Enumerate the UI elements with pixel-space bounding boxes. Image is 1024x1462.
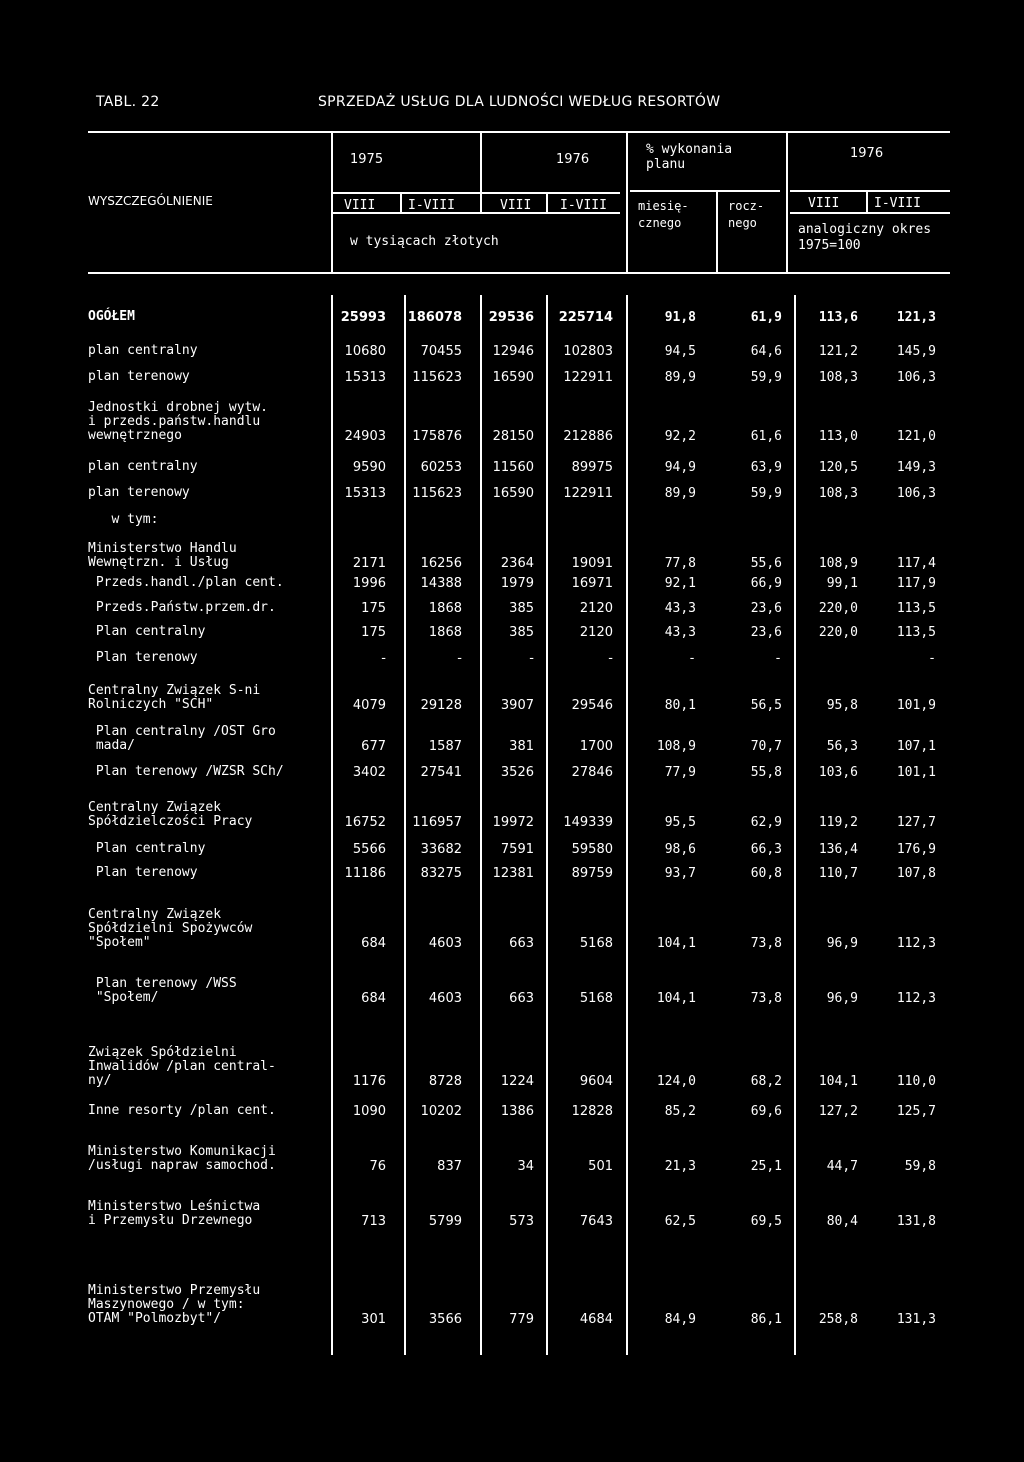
cell-col-4: 16971 [571, 576, 613, 591]
cell-col-1: 684 [361, 936, 386, 951]
cell-col-8: 131,3 [896, 1312, 936, 1327]
cell-col-7: 120,5 [818, 460, 858, 475]
row-label: Plan centralny [88, 624, 206, 639]
vline-8 [866, 192, 868, 212]
cell-col-6: 70,7 [750, 739, 782, 754]
header-unit: w tysiącach złotych [350, 234, 499, 249]
subheader-rule-left [332, 192, 620, 194]
cell-col-5: 108,9 [656, 739, 696, 754]
cell-col-2: 16256 [420, 556, 462, 571]
cell-col-2: 29128 [420, 698, 462, 713]
cell-col-1: 684 [361, 991, 386, 1006]
cell-col-2: 83275 [420, 866, 462, 881]
cell-col-2: 115623 [412, 370, 462, 385]
cell-col-2: 33682 [420, 842, 462, 857]
cell-col-3: 7591 [500, 842, 534, 857]
cell-col-4: 501 [588, 1159, 613, 1174]
row-label: Plan centralny [88, 841, 206, 856]
row-label: Centralny Związek Spółdzielni Spożywców "Społem" [88, 907, 253, 950]
cell-col-8: 107,8 [896, 866, 936, 881]
cell-col-3: 12381 [492, 866, 534, 881]
cell-col-1: 3402 [352, 765, 386, 780]
cell-col-4: 9604 [579, 1074, 613, 1089]
cell-col-1: 5566 [352, 842, 386, 857]
header-1976a: 1976 [556, 152, 590, 167]
cell-col-1: 1176 [352, 1074, 386, 1089]
header-stub: WYSZCZEGÓLNIENIE [88, 194, 213, 208]
cell-col-2: 60253 [420, 460, 462, 475]
cell-col-2: 115623 [412, 486, 462, 501]
vline-1 [331, 133, 333, 273]
cell-col-2: 116957 [412, 815, 462, 830]
cell-col-6: 61,9 [750, 310, 782, 325]
cell-col-6: 64,6 [750, 344, 782, 359]
cell-col-8: 113,5 [896, 601, 936, 616]
cell-col-4: 27846 [571, 765, 613, 780]
cell-col-4: 12828 [571, 1104, 613, 1119]
cell-col-3: 1979 [500, 576, 534, 591]
cell-col-1: - [381, 651, 386, 666]
cell-col-1: 11186 [344, 866, 386, 881]
row-label: Jednostki drobnej wytw. i przeds.państw.handlu wewnętrznego [88, 400, 269, 443]
cell-col-6: 23,6 [750, 601, 782, 616]
row-label: Plan terenowy [88, 865, 198, 880]
cell-col-7: 56,3 [826, 739, 858, 754]
cell-col-3: 12946 [492, 344, 534, 359]
cell-col-3: 385 [509, 601, 534, 616]
cell-col-8: 112,3 [896, 991, 936, 1006]
cell-col-3: 16590 [492, 370, 534, 385]
cell-col-1: 301 [361, 1312, 386, 1327]
cell-col-7: 95,8 [826, 698, 858, 713]
row-label: Ministerstwo Komunikacji /usługi napraw samochod. [88, 1144, 276, 1173]
cell-col-8: 112,3 [896, 936, 936, 951]
header-iviii-2: I-VIII [560, 198, 607, 213]
cell-col-3: 3526 [500, 765, 534, 780]
cell-col-7: 108,9 [818, 556, 858, 571]
cell-col-2: 175876 [412, 429, 462, 444]
cell-col-4: 5168 [579, 991, 613, 1006]
cell-col-1: 1996 [352, 576, 386, 591]
cell-col-1: 76 [369, 1159, 386, 1174]
row-label: Ministerstwo Przemysłu Maszynowego / w tym: OTAM "Polmozbyt"/ [88, 1283, 261, 1326]
cell-col-7: 96,9 [826, 991, 858, 1006]
cell-col-4: 89759 [571, 866, 613, 881]
vline-2 [480, 133, 482, 213]
cell-col-5: 43,3 [664, 625, 696, 640]
cell-col-5: 62,5 [664, 1214, 696, 1229]
body-vline-2 [404, 295, 406, 1355]
subheader-rule-right2 [790, 212, 950, 214]
cell-col-2: 70455 [420, 344, 462, 359]
row-label: w tym: [88, 512, 159, 527]
cell-col-4: 2120 [579, 625, 613, 640]
cell-col-3: 19972 [492, 815, 534, 830]
cell-col-8: 106,3 [896, 486, 936, 501]
cell-col-8: 107,1 [896, 739, 936, 754]
cell-col-2: 3566 [428, 1312, 462, 1327]
cell-col-2: 4603 [428, 991, 462, 1006]
cell-col-1: 24903 [344, 429, 386, 444]
cell-col-5: 89,9 [664, 370, 696, 385]
cell-col-4: 19091 [571, 556, 613, 571]
cell-col-6: 63,9 [750, 460, 782, 475]
cell-col-4: 122911 [563, 486, 613, 501]
row-label: Związek Spółdzielni Inwalidów /plan central- ny/ [88, 1045, 276, 1088]
cell-col-6: 73,8 [750, 936, 782, 951]
cell-col-7: 80,4 [826, 1214, 858, 1229]
row-label: plan terenowy [88, 369, 190, 384]
cell-col-5: 92,1 [664, 576, 696, 591]
cell-col-1: 2171 [352, 556, 386, 571]
cell-col-3: 11560 [492, 460, 534, 475]
cell-col-3: 1224 [500, 1074, 534, 1089]
cell-col-6: 55,6 [750, 556, 782, 571]
cell-col-3: 2364 [500, 556, 534, 571]
cell-col-8: 127,7 [896, 815, 936, 830]
cell-col-4: 89975 [571, 460, 613, 475]
cell-col-4: 29546 [571, 698, 613, 713]
cell-col-4: 102803 [563, 344, 613, 359]
cell-col-3: 29536 [488, 310, 534, 325]
row-label: Centralny Związek Spółdzielczości Pracy [88, 800, 253, 829]
cell-col-4: 5168 [579, 936, 613, 951]
header-viii-1: VIII [344, 198, 376, 213]
cell-col-3: 34 [517, 1159, 534, 1174]
header-1975: 1975 [350, 152, 384, 167]
cell-col-3: 663 [509, 991, 534, 1006]
cell-col-1: 9590 [352, 460, 386, 475]
cell-col-3: 1386 [500, 1104, 534, 1119]
cell-col-5: 95,5 [664, 815, 696, 830]
row-label: Ministerstwo Handlu Wewnętrzn. i Usług [88, 541, 237, 570]
cell-col-7: 220,0 [818, 625, 858, 640]
cell-col-5: 93,7 [664, 866, 696, 881]
cell-col-8: 117,9 [896, 576, 936, 591]
header-top-rule [88, 131, 950, 133]
cell-col-3: 3907 [500, 698, 534, 713]
cell-col-4: 7643 [579, 1214, 613, 1229]
cell-col-8: 131,8 [896, 1214, 936, 1229]
header-pct: % wykonania planu [646, 142, 733, 172]
cell-col-7: 108,3 [818, 370, 858, 385]
table-title: SPRZEDAŻ USŁUG DLA LUDNOŚCI WEDŁUG RESORTÓW [318, 94, 721, 110]
cell-col-8: 149,3 [896, 460, 936, 475]
cell-col-1: 15313 [344, 486, 386, 501]
header-monthly: miesię- cznego [638, 199, 689, 230]
cell-col-5: 92,2 [664, 429, 696, 444]
header-annual: rocz- nego [728, 199, 765, 230]
cell-col-5: 94,5 [664, 344, 696, 359]
row-label: plan centralny [88, 459, 198, 474]
cell-col-7: 44,7 [826, 1159, 858, 1174]
vline-4 [716, 190, 718, 273]
cell-col-8: 110,0 [896, 1074, 936, 1089]
cell-col-7: 110,7 [818, 866, 858, 881]
cell-col-6: - [774, 651, 782, 666]
cell-col-3: 573 [509, 1214, 534, 1229]
cell-col-7: 103,6 [818, 765, 858, 780]
cell-col-6: 61,6 [750, 429, 782, 444]
header-bottom-rule [88, 272, 950, 274]
cell-col-8: 106,3 [896, 370, 936, 385]
cell-col-8: 117,4 [896, 556, 936, 571]
cell-col-2: 27541 [420, 765, 462, 780]
row-label: Plan terenowy [88, 650, 198, 665]
cell-col-7: 99,1 [826, 576, 858, 591]
row-label: Przeds.handl./plan cent. [88, 575, 284, 590]
cell-col-8: 176,9 [896, 842, 936, 857]
header-iviii-3: I-VIII [874, 196, 921, 211]
cell-col-5: 104,1 [656, 991, 696, 1006]
cell-col-8: - [928, 651, 936, 666]
cell-col-5: 89,9 [664, 486, 696, 501]
cell-col-2: 186078 [407, 310, 462, 325]
cell-col-3: 28150 [492, 429, 534, 444]
cell-col-8: 59,8 [904, 1159, 936, 1174]
cell-col-6: 25,1 [750, 1159, 782, 1174]
cell-col-6: 69,5 [750, 1214, 782, 1229]
cell-col-3: - [529, 651, 534, 666]
vline-7 [546, 194, 548, 212]
cell-col-5: 85,2 [664, 1104, 696, 1119]
header-iviii-1: I-VIII [408, 198, 455, 213]
cell-col-7: 96,9 [826, 936, 858, 951]
row-label: Plan terenowy /WZSR SCh/ [88, 764, 284, 779]
cell-col-2: 837 [437, 1159, 462, 1174]
cell-col-5: 43,3 [664, 601, 696, 616]
header-viii-3: VIII [808, 196, 840, 211]
vline-3 [626, 133, 628, 273]
cell-col-1: 10680 [344, 344, 386, 359]
cell-col-6: 60,8 [750, 866, 782, 881]
cell-col-7: 220,0 [818, 601, 858, 616]
body-vline-6 [794, 295, 796, 1355]
cell-col-4: 212886 [563, 429, 613, 444]
cell-col-7: 121,2 [818, 344, 858, 359]
row-label: Ministerstwo Leśnictwa i Przemysłu Drzewnego [88, 1199, 261, 1228]
cell-col-4: 149339 [563, 815, 613, 830]
body-vline-1 [331, 295, 333, 1355]
cell-col-7: 127,2 [818, 1104, 858, 1119]
cell-col-4: - [608, 651, 613, 666]
cell-col-4: 122911 [563, 370, 613, 385]
cell-col-1: 1090 [352, 1104, 386, 1119]
cell-col-2: 8728 [428, 1074, 462, 1089]
cell-col-5: 77,9 [664, 765, 696, 780]
cell-col-6: 59,9 [750, 370, 782, 385]
cell-col-3: 381 [509, 739, 534, 754]
row-label: Przeds.Państw.przem.dr. [88, 600, 276, 615]
cell-col-4: 225714 [558, 310, 613, 325]
cell-col-2: 1587 [428, 739, 462, 754]
cell-col-5: 124,0 [656, 1074, 696, 1089]
cell-col-3: 385 [509, 625, 534, 640]
cell-col-7: 113,6 [818, 310, 858, 325]
cell-col-1: 16752 [344, 815, 386, 830]
cell-col-1: 175 [361, 625, 386, 640]
row-label: Plan centralny /OST Gro mada/ [95, 724, 276, 753]
cell-col-6: 56,5 [750, 698, 782, 713]
cell-col-6: 66,3 [750, 842, 782, 857]
row-label: Inne resorty /plan cent. [88, 1103, 276, 1118]
cell-col-5: 21,3 [664, 1159, 696, 1174]
cell-col-5: 94,9 [664, 460, 696, 475]
cell-col-1: 25993 [340, 310, 386, 325]
cell-col-8: 125,7 [896, 1104, 936, 1119]
cell-col-7: 258,8 [818, 1312, 858, 1327]
cell-col-6: 69,6 [750, 1104, 782, 1119]
cell-col-3: 663 [509, 936, 534, 951]
cell-col-8: 121,0 [896, 429, 936, 444]
vline-6 [400, 194, 402, 212]
header-analog: analogiczny okres 1975=100 [798, 222, 932, 253]
header-viii-2: VIII [500, 198, 532, 213]
cell-col-6: 23,6 [750, 625, 782, 640]
subheader-rule-right [790, 190, 950, 192]
cell-col-8: 101,1 [896, 765, 936, 780]
row-label: Plan terenowy /WSS "Społem/ [95, 976, 237, 1005]
cell-col-7: 119,2 [818, 815, 858, 830]
cell-col-3: 779 [509, 1312, 534, 1327]
cell-col-6: 59,9 [750, 486, 782, 501]
cell-col-8: 121,3 [896, 310, 936, 325]
cell-col-7: 113,0 [818, 429, 858, 444]
cell-col-8: 113,5 [896, 625, 936, 640]
cell-col-4: 4684 [579, 1312, 613, 1327]
row-label: plan centralny [88, 343, 198, 358]
cell-col-1: 713 [361, 1214, 386, 1229]
header-1976b: 1976 [850, 146, 884, 161]
cell-col-2: 10202 [420, 1104, 462, 1119]
cell-col-1: 15313 [344, 370, 386, 385]
cell-col-6: 55,8 [750, 765, 782, 780]
body-vline-3 [480, 295, 482, 1355]
cell-col-6: 66,9 [750, 576, 782, 591]
cell-col-8: 145,9 [896, 344, 936, 359]
cell-col-4: 1700 [579, 739, 613, 754]
cell-col-6: 68,2 [750, 1074, 782, 1089]
row-label: Centralny Związek S-ni Rolniczych "SCH" [88, 683, 261, 712]
cell-col-1: 677 [361, 739, 386, 754]
cell-col-1: 175 [361, 601, 386, 616]
cell-col-1: 4079 [352, 698, 386, 713]
subheader-rule-pct [630, 190, 780, 192]
cell-col-2: - [457, 651, 462, 666]
cell-col-6: 73,8 [750, 991, 782, 1006]
cell-col-7: 108,3 [818, 486, 858, 501]
cell-col-2: 5799 [428, 1214, 462, 1229]
cell-col-6: 86,1 [750, 1312, 782, 1327]
vline-5 [786, 133, 788, 273]
cell-col-5: - [688, 651, 696, 666]
cell-col-2: 4603 [428, 936, 462, 951]
cell-col-5: 84,9 [664, 1312, 696, 1327]
cell-col-5: 91,8 [664, 310, 696, 325]
cell-col-5: 80,1 [664, 698, 696, 713]
cell-col-2: 14388 [420, 576, 462, 591]
cell-col-5: 98,6 [664, 842, 696, 857]
table-label: TABL. 22 [96, 94, 160, 110]
cell-col-5: 77,8 [664, 556, 696, 571]
cell-col-7: 104,1 [818, 1074, 858, 1089]
cell-col-4: 59580 [571, 842, 613, 857]
row-label: OGÓŁEM [88, 309, 135, 324]
cell-col-4: 2120 [579, 601, 613, 616]
row-label: plan terenowy [88, 485, 190, 500]
cell-col-2: 1868 [428, 625, 462, 640]
body-vline-5 [626, 295, 628, 1355]
cell-col-2: 1868 [428, 601, 462, 616]
cell-col-6: 62,9 [750, 815, 782, 830]
cell-col-5: 104,1 [656, 936, 696, 951]
cell-col-7: 136,4 [818, 842, 858, 857]
body-vline-4 [546, 295, 548, 1355]
cell-col-3: 16590 [492, 486, 534, 501]
cell-col-8: 101,9 [896, 698, 936, 713]
